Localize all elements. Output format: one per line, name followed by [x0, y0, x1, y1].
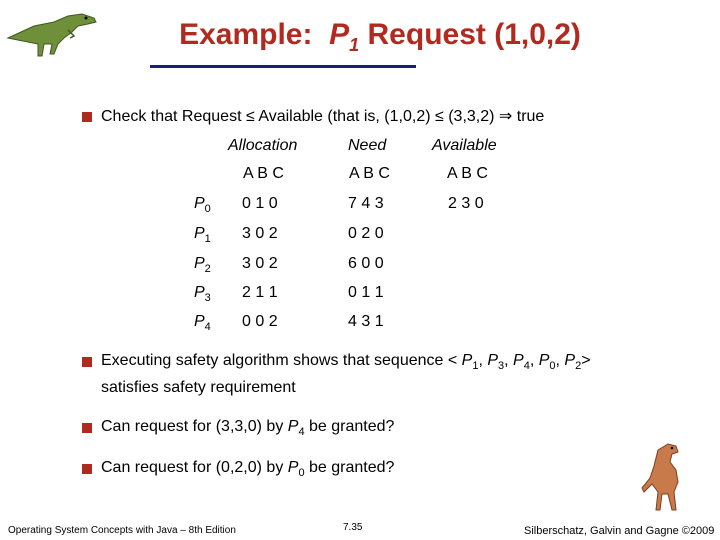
- process-label: $P_1$: [194, 225, 211, 246]
- available-cell: 2 3 0: [448, 195, 484, 212]
- process-label: $P_3$: [194, 284, 211, 305]
- process-label: $P_2$: [194, 255, 211, 276]
- allocation-cell: 0 0 2: [242, 313, 278, 330]
- subheader-need: A B C: [349, 165, 390, 182]
- need-cell: 4 3 1: [348, 313, 384, 330]
- header-need: Need: [348, 137, 387, 154]
- page-title: Example: $P_1$ Request (1,0,2): [179, 18, 581, 55]
- dinosaur-mascot-icon: [638, 440, 698, 516]
- bullet-marker: [82, 423, 92, 433]
- bullet-request-check: Check that Request ≤ Available (that is, (1,0,2) ≤ (3,3,2) ⇒ true: [101, 108, 545, 125]
- bullet-safety-sequence: Executing safety algorithm shows that sequence < $P_1$, $P_3$, $P_4$, $P_0$, $P_2>$ satisfies safety requirement: [101, 352, 591, 397]
- need-cell: 7 4 3: [348, 195, 384, 212]
- table-row: [194, 225, 524, 247]
- allocation-cell: 2 1 1: [242, 284, 278, 301]
- header-available: Available: [432, 137, 497, 154]
- subheader-allocation: A B C: [243, 165, 284, 182]
- allocation-cell: 0 1 0: [242, 195, 278, 212]
- allocation-cell: 3 0 2: [242, 255, 278, 272]
- need-cell: 0 1 1: [348, 284, 384, 301]
- subheader-available: A B C: [447, 165, 488, 182]
- title-underline: [150, 65, 416, 68]
- footer-authors: Silberschatz, Galvin and Gagne ©2009: [524, 525, 715, 537]
- allocation-cell: 3 0 2: [242, 225, 278, 242]
- footer-course: Operating System Concepts with Java – 8th Edition: [8, 525, 236, 536]
- footer-page-number: 7.35: [343, 522, 363, 533]
- table-row: [194, 195, 524, 217]
- need-cell: 0 2 0: [348, 225, 384, 242]
- header-allocation: Allocation: [228, 137, 298, 154]
- need-cell: 6 0 0: [348, 255, 384, 272]
- bullet-marker: [82, 112, 92, 122]
- process-label: $P_4$: [194, 313, 211, 334]
- table-row: [194, 284, 524, 306]
- bullet-marker: [82, 357, 92, 367]
- table-row: [194, 255, 524, 277]
- bullet-marker: [82, 464, 92, 474]
- process-label: $P_0$: [194, 195, 211, 216]
- bullet-request-p4: Can request for (3,3,0) by $P_4$ be granted?: [101, 418, 395, 439]
- bullet-request-p0: Can request for (0,2,0) by $P_0$ be granted?: [101, 459, 395, 480]
- table-row: [194, 313, 524, 335]
